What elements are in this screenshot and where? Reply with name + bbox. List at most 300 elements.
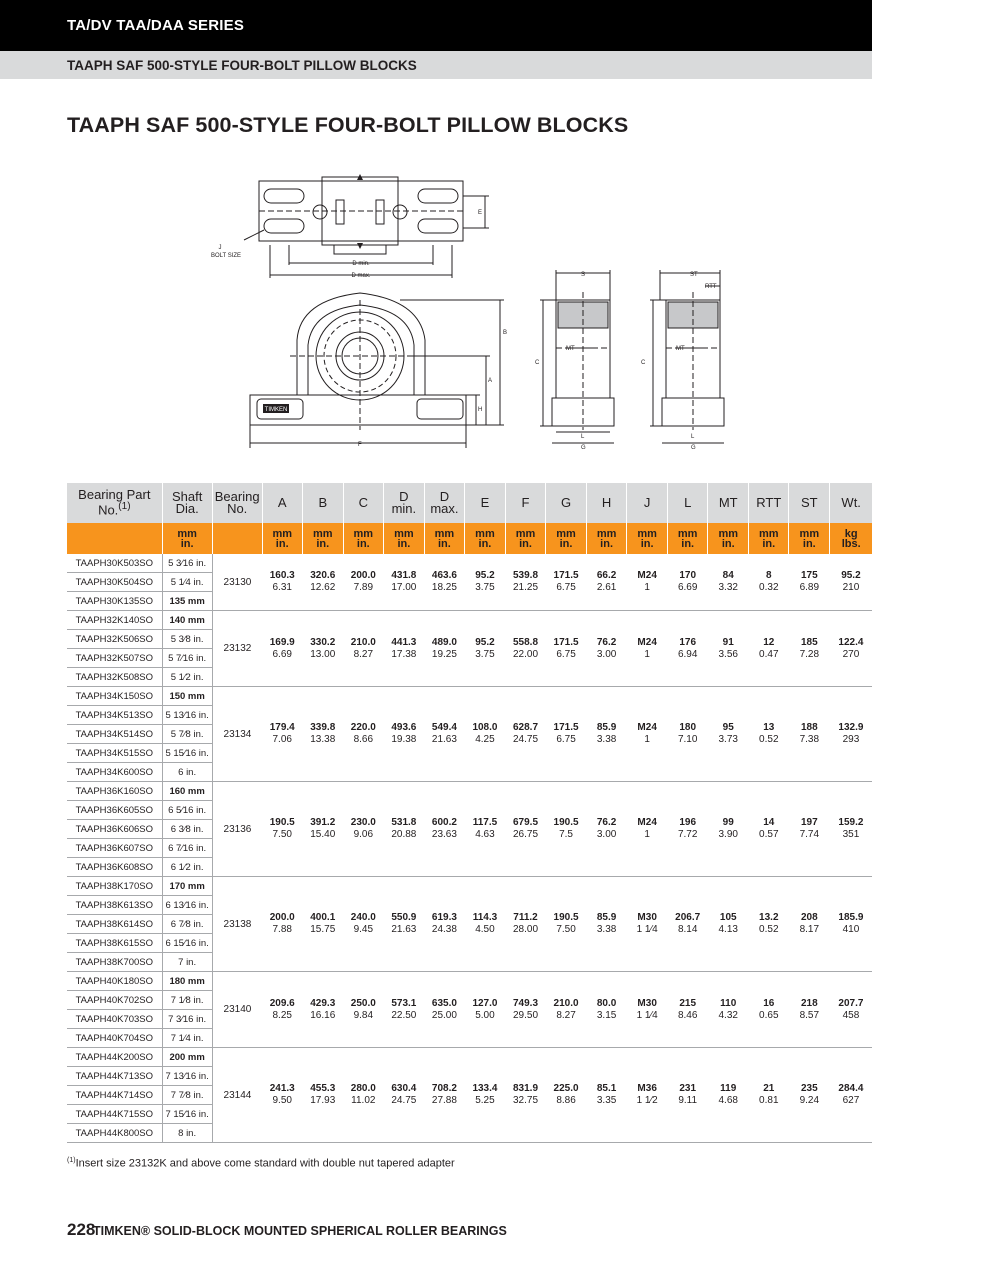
dim-f-secondary: 28.00 (512, 924, 539, 935)
dim-j-primary: M30 (637, 912, 657, 923)
unit-mm: mm (556, 527, 576, 540)
dim-st (789, 782, 830, 877)
dim-g-secondary: 6.75 (556, 582, 576, 593)
dim-l-secondary: 7.72 (677, 829, 698, 840)
dim-dmax-secondary: 18.25 (431, 582, 457, 593)
dim-b (302, 554, 343, 611)
dim-c-primary: 280.0 (350, 1083, 376, 1094)
header-dmax-sub: max. (430, 501, 459, 516)
header-part-no (67, 483, 162, 523)
unit-mm: mm (596, 527, 617, 540)
dim-mt-primary: 95 (722, 722, 734, 733)
dim-j (627, 687, 668, 782)
part-number: TAAPH30K504SO (67, 573, 162, 592)
dim-g-secondary: 8.86 (556, 1095, 576, 1106)
shaft-dia: 6 1⁄2 in. (162, 858, 212, 877)
header-b: B (302, 483, 343, 523)
dim-h-secondary: 3.38 (596, 924, 617, 935)
part-number: TAAPH30K135SO (67, 592, 162, 611)
header-c: C (343, 483, 383, 523)
shaft-dia: 5 7⁄8 in. (162, 725, 212, 744)
dim-st-secondary: 7.38 (799, 734, 820, 745)
dim-e (464, 1048, 505, 1143)
dim-dmax-primary: 549.4 (431, 722, 457, 733)
shaft-dia: 135 mm (162, 592, 212, 611)
drawing-label-dmin: D min. (352, 261, 370, 267)
dim-wt-primary: 284.4 (838, 1083, 864, 1094)
dim-f-secondary: 24.75 (512, 734, 539, 745)
dim-a (262, 782, 302, 877)
unit-mm: mm (759, 527, 779, 540)
header-bearing: Bearing No. (212, 483, 262, 523)
dim-dmin (383, 687, 424, 782)
dim-b (302, 782, 343, 877)
dim-dmin (383, 877, 424, 972)
dim-g-primary: 171.5 (553, 570, 579, 581)
dim-j-secondary: 1 1⁄2 (636, 1095, 658, 1106)
dim-dmin-secondary: 21.63 (391, 924, 417, 935)
dim-a (262, 972, 302, 1048)
footnote-text: Insert size 23132K and above come standard with double nut tapered adapter (75, 1157, 455, 1170)
dim-st-secondary: 8.57 (799, 1009, 820, 1021)
dim-rtt-primary: 21 (763, 1083, 775, 1094)
dim-dmin (383, 1048, 424, 1143)
unit-shaft (162, 523, 212, 554)
dim-st (789, 972, 830, 1048)
unit-rtt (749, 523, 789, 554)
dim-e-secondary: 5.00 (475, 1009, 495, 1021)
dim-b-primary: 400.1 (310, 912, 336, 923)
dim-b-secondary: 13.38 (310, 734, 336, 745)
unit-mm: mm (312, 527, 333, 540)
dim-h-primary: 85.9 (596, 912, 617, 923)
table-row (67, 877, 872, 896)
section-band (0, 51, 872, 79)
dim-mt-primary: 84 (722, 570, 734, 581)
side-view-drawing-fixed (540, 270, 614, 443)
unit-wt-kg: kg (844, 527, 858, 540)
dim-f (505, 877, 545, 972)
drawing-label-c2: C (641, 360, 646, 366)
shaft-dia: 7 13⁄16 in. (162, 1067, 212, 1086)
dim-st (789, 877, 830, 972)
footnote (67, 1157, 455, 1170)
dim-b-secondary: 16.16 (310, 1009, 336, 1021)
dim-dmax-secondary: 27.88 (431, 1095, 457, 1106)
dim-mt (708, 1048, 749, 1143)
unit-in: in. (681, 537, 695, 550)
drawing-label-mt: MT (566, 346, 575, 352)
dim-g (546, 687, 587, 782)
dim-dmax-secondary: 24.38 (431, 924, 457, 935)
dim-dmin-primary: 441.3 (391, 636, 417, 648)
header-rtt: RTT (749, 483, 789, 523)
dim-f (505, 554, 545, 611)
dim-a-secondary: 9.50 (272, 1095, 292, 1106)
dim-g-primary: 190.5 (553, 817, 579, 828)
dim-h (587, 877, 627, 972)
dim-wt-primary: 132.9 (838, 722, 864, 733)
dim-rtt (749, 1048, 789, 1143)
dim-j-primary: M30 (637, 997, 657, 1009)
shaft-dia: 200 mm (162, 1048, 212, 1067)
shaft-dia: 5 1⁄2 in. (162, 668, 212, 687)
unit-bearing (212, 523, 262, 554)
dim-g (546, 972, 587, 1048)
dim-rtt-secondary: 0.65 (759, 1009, 779, 1021)
dim-a-secondary: 7.88 (272, 924, 292, 935)
dim-mt-primary: 99 (722, 817, 734, 828)
shaft-dia: 5 3⁄16 in. (162, 554, 212, 573)
dim-rtt (749, 972, 789, 1048)
part-number: TAAPH44K200SO (67, 1048, 162, 1067)
front-view-drawing (250, 293, 504, 448)
dim-c (343, 611, 383, 687)
dim-j-secondary: 1 (644, 648, 650, 660)
dim-rtt (749, 877, 789, 972)
dim-mt (708, 877, 749, 972)
header-f: F (505, 483, 545, 523)
unit-mm: mm (272, 527, 292, 540)
dim-dmax (424, 782, 464, 877)
drawing-label-l2: L (691, 434, 695, 440)
dim-dmin (383, 972, 424, 1048)
dim-wt-secondary: 210 (842, 582, 860, 593)
dim-b-secondary: 12.62 (310, 582, 336, 593)
dim-c-primary: 240.0 (350, 912, 376, 923)
dim-rtt-primary: 12 (763, 636, 775, 648)
footer-title: TIMKEN® SOLID-BLOCK MOUNTED SPHERICAL ROLLER BEARINGS (93, 1224, 507, 1238)
unit-wt-lbs: lbs. (841, 537, 861, 550)
dim-h (587, 972, 627, 1048)
shaft-dia: 5 13⁄16 in. (162, 706, 212, 725)
dim-h-secondary: 3.00 (596, 648, 617, 660)
dim-mt-secondary: 3.32 (718, 582, 738, 593)
dim-e-primary: 108.0 (472, 722, 498, 733)
dim-f-primary: 679.5 (512, 817, 539, 828)
table-row (67, 972, 872, 991)
part-number: TAAPH44K714SO (67, 1086, 162, 1105)
dim-b-secondary: 15.75 (310, 924, 336, 935)
dim-l (668, 554, 708, 611)
dim-l-primary: 176 (679, 636, 697, 648)
dim-f (505, 782, 545, 877)
dim-st-primary: 208 (800, 912, 818, 923)
part-number: TAAPH30K503SO (67, 554, 162, 573)
dim-mt-primary: 110 (720, 997, 737, 1009)
drawing-label-dmax: D max. (351, 273, 371, 279)
dim-dmin (383, 782, 424, 877)
dim-j (627, 782, 668, 877)
dim-g-secondary: 7.50 (556, 924, 576, 935)
dim-l-primary: 196 (679, 817, 697, 828)
dim-j-primary: M24 (637, 570, 657, 581)
dim-c (343, 782, 383, 877)
page-number: 228 (67, 1220, 96, 1239)
dim-st (789, 611, 830, 687)
dim-dmin-primary: 493.6 (391, 722, 417, 733)
drawing-label-e: E (478, 210, 483, 216)
dim-f-secondary: 32.75 (512, 1095, 539, 1106)
dim-st (789, 687, 830, 782)
dim-a (262, 554, 302, 611)
dim-dmax (424, 1048, 464, 1143)
shaft-dia: 6 7⁄8 in. (162, 915, 212, 934)
drawing-label-s: S (581, 272, 586, 278)
dim-e-primary: 95.2 (475, 636, 495, 648)
unit-mm: mm (475, 527, 495, 540)
dim-e (464, 687, 505, 782)
dim-wt-primary: 95.2 (841, 570, 861, 581)
dim-dmax (424, 877, 464, 972)
dim-rtt-primary: 13.2 (759, 912, 779, 923)
dim-mt (708, 687, 749, 782)
dim-j-secondary: 1 (644, 734, 650, 745)
dim-dmax (424, 687, 464, 782)
dim-dmin-secondary: 24.75 (391, 1095, 417, 1106)
unit-in: in. (802, 537, 816, 550)
dim-mt-primary: 119 (720, 1083, 737, 1094)
drawing-label-h: H (478, 407, 483, 413)
dim-dmax-primary: 489.0 (431, 636, 457, 648)
dim-mt-secondary: 3.56 (718, 648, 738, 660)
dim-rtt-secondary: 0.81 (759, 1095, 779, 1106)
table-row (67, 554, 872, 573)
dim-wt-secondary: 627 (842, 1095, 860, 1106)
shaft-dia: 7 15⁄16 in. (162, 1105, 212, 1124)
dim-h-secondary: 2.61 (596, 582, 617, 593)
dim-e-primary: 117.5 (472, 817, 498, 828)
dim-st-primary: 175 (800, 570, 818, 581)
unit-st (789, 523, 830, 554)
dim-dmax-primary: 619.3 (431, 912, 457, 923)
dim-f-secondary: 22.00 (512, 648, 539, 660)
dim-rtt-primary: 16 (763, 997, 775, 1009)
shaft-dia: 7 7⁄8 in. (162, 1086, 212, 1105)
dim-j (627, 611, 668, 687)
dim-dmin-secondary: 22.50 (391, 1009, 417, 1021)
unit-e (464, 523, 505, 554)
dim-mt-secondary: 4.32 (718, 1009, 738, 1021)
dim-c (343, 687, 383, 782)
dim-st-primary: 185 (800, 636, 818, 648)
dim-b-primary: 330.2 (310, 636, 336, 648)
dim-a-primary: 200.0 (269, 912, 295, 923)
dim-st-primary: 235 (800, 1083, 818, 1094)
dim-l-primary: 180 (679, 722, 697, 733)
dim-b-primary: 320.6 (310, 570, 336, 581)
dim-e-primary: 95.2 (475, 570, 495, 581)
unit-mm: mm (434, 527, 455, 540)
dim-h-primary: 80.0 (596, 997, 617, 1009)
part-number: TAAPH36K605SO (67, 801, 162, 820)
dim-j-secondary: 1 1⁄4 (636, 1009, 658, 1021)
dim-rtt (749, 611, 789, 687)
dim-b-primary: 455.3 (310, 1083, 336, 1094)
dim-l (668, 687, 708, 782)
dim-l-secondary: 6.69 (677, 582, 698, 593)
dim-rtt-primary: 13 (763, 722, 775, 733)
dim-c-primary: 230.0 (350, 817, 376, 828)
header-e: E (464, 483, 505, 523)
unit-in: in. (356, 537, 370, 550)
unit-dmax (424, 523, 464, 554)
dim-l-primary: 206.7 (675, 912, 701, 923)
unit-f (505, 523, 545, 554)
dim-e (464, 554, 505, 611)
dim-l (668, 782, 708, 877)
dim-g-primary: 190.5 (553, 912, 579, 923)
dim-h (587, 554, 627, 611)
drawing-label-mt2: MT (676, 346, 685, 352)
drawing-label-bolt-size: BOLT SIZE (210, 253, 242, 259)
dim-a-primary: 209.6 (269, 997, 295, 1009)
dim-e-secondary: 3.75 (475, 582, 495, 593)
dim-c-primary: 220.0 (350, 722, 376, 733)
dim-wt (830, 554, 872, 611)
dim-rtt-secondary: 0.47 (759, 648, 779, 660)
dim-c (343, 877, 383, 972)
dim-l-primary: 170 (679, 570, 697, 581)
unit-mt (708, 523, 749, 554)
dim-b-secondary: 15.40 (310, 829, 336, 840)
dim-dmax (424, 611, 464, 687)
dim-st-secondary: 7.74 (799, 829, 820, 840)
unit-shaft-in: in. (180, 537, 194, 550)
part-number: TAAPH34K513SO (67, 706, 162, 725)
part-number: TAAPH36K608SO (67, 858, 162, 877)
unit-in: in. (397, 537, 411, 550)
dim-dmax-primary: 635.0 (431, 997, 457, 1009)
dim-dmin-primary: 550.9 (391, 912, 417, 923)
unit-b (302, 523, 343, 554)
dim-b-secondary: 13.00 (310, 648, 336, 660)
dim-e-primary: 133.4 (472, 1083, 498, 1094)
dim-mt-secondary: 4.13 (718, 924, 738, 935)
drawing-label-st: ST (690, 272, 698, 278)
dim-f (505, 687, 545, 782)
dim-dmax (424, 554, 464, 611)
dim-dmax-secondary: 25.00 (431, 1009, 457, 1021)
dim-dmax-secondary: 21.63 (431, 734, 457, 745)
header-h: H (587, 483, 627, 523)
shaft-dia: 5 3⁄8 in. (162, 630, 212, 649)
unit-in: in. (437, 537, 451, 550)
dim-f-primary: 539.8 (512, 570, 539, 581)
shaft-dia: 6 in. (162, 763, 212, 782)
shaft-dia: 6 3⁄8 in. (162, 820, 212, 839)
dim-dmin (383, 554, 424, 611)
shaft-dia: 160 mm (162, 782, 212, 801)
dim-g (546, 554, 587, 611)
drawing-label-b: B (503, 330, 508, 336)
part-number: TAAPH38K613SO (67, 896, 162, 915)
header-dmin-sub: min. (391, 501, 417, 516)
table-row (67, 782, 872, 801)
dim-h-primary: 85.9 (596, 722, 617, 733)
unit-mm: mm (637, 527, 657, 540)
dim-c (343, 554, 383, 611)
dim-h-secondary: 3.38 (596, 734, 617, 745)
dim-b (302, 687, 343, 782)
dim-dmin-secondary: 19.38 (391, 734, 417, 745)
dim-wt-secondary: 270 (842, 648, 860, 660)
dim-st-primary: 188 (800, 722, 818, 733)
dim-st-secondary: 6.89 (799, 582, 820, 593)
dim-e (464, 611, 505, 687)
dim-h-primary: 85.1 (596, 1083, 617, 1094)
unit-g (546, 523, 587, 554)
dim-c-secondary: 11.02 (351, 1095, 376, 1106)
dim-f (505, 1048, 545, 1143)
pillow-block-drawings (0, 160, 989, 460)
unit-in: in. (559, 537, 573, 550)
unit-mm: mm (515, 527, 536, 540)
shaft-dia: 7 1⁄4 in. (162, 1029, 212, 1048)
dim-wt (830, 972, 872, 1048)
dim-wt-secondary: 351 (842, 829, 860, 840)
dim-st (789, 554, 830, 611)
dim-a (262, 877, 302, 972)
dim-mt (708, 611, 749, 687)
unit-a (262, 523, 302, 554)
unit-in: in. (275, 537, 289, 550)
dim-wt (830, 782, 872, 877)
brand-plate: TIMKEN (264, 407, 288, 413)
shaft-dia: 5 15⁄16 in. (162, 744, 212, 763)
dim-j-primary: M24 (637, 636, 657, 648)
unit-in: in. (721, 537, 735, 550)
part-number: TAAPH40K180SO (67, 972, 162, 991)
drawing-label-f: F (358, 442, 362, 448)
dim-c-secondary: 9.84 (353, 1009, 374, 1021)
dim-f-secondary: 26.75 (512, 829, 539, 840)
dim-st-secondary: 9.24 (799, 1095, 820, 1106)
dim-rtt-primary: 8 (766, 570, 772, 581)
shaft-dia: 5 7⁄16 in. (162, 649, 212, 668)
dim-e-primary: 127.0 (472, 997, 498, 1009)
dim-a (262, 687, 302, 782)
header-part-sup: (1) (118, 501, 131, 513)
spec-table-body (67, 554, 872, 1143)
dim-a-primary: 169.9 (269, 636, 295, 648)
part-number: TAAPH40K704SO (67, 1029, 162, 1048)
dim-dmin-secondary: 17.38 (391, 648, 417, 660)
page-title: TAAPH SAF 500-STYLE FOUR-BOLT PILLOW BLOCKS (67, 113, 629, 137)
header-wt: Wt. (830, 483, 872, 523)
part-number: TAAPH38K614SO (67, 915, 162, 934)
unit-mm: mm (718, 527, 739, 540)
part-number: TAAPH34K150SO (67, 687, 162, 706)
dim-dmin-primary: 531.8 (391, 817, 417, 828)
shaft-dia: 8 in. (162, 1124, 212, 1143)
bearing-number: 23134 (212, 687, 262, 782)
dim-rtt (749, 687, 789, 782)
dim-wt-secondary: 458 (842, 1009, 860, 1021)
dim-h (587, 1048, 627, 1143)
dim-rtt (749, 782, 789, 877)
dim-h (587, 611, 627, 687)
dim-e (464, 972, 505, 1048)
dim-h (587, 782, 627, 877)
dim-e-secondary: 5.25 (475, 1095, 495, 1106)
header-dmin (383, 483, 424, 523)
dim-c (343, 972, 383, 1048)
dim-a (262, 611, 302, 687)
part-number: TAAPH32K140SO (67, 611, 162, 630)
section-title: TAAPH SAF 500-STYLE FOUR-BOLT PILLOW BLOCKS (67, 58, 417, 73)
dim-st-primary: 218 (800, 997, 818, 1009)
